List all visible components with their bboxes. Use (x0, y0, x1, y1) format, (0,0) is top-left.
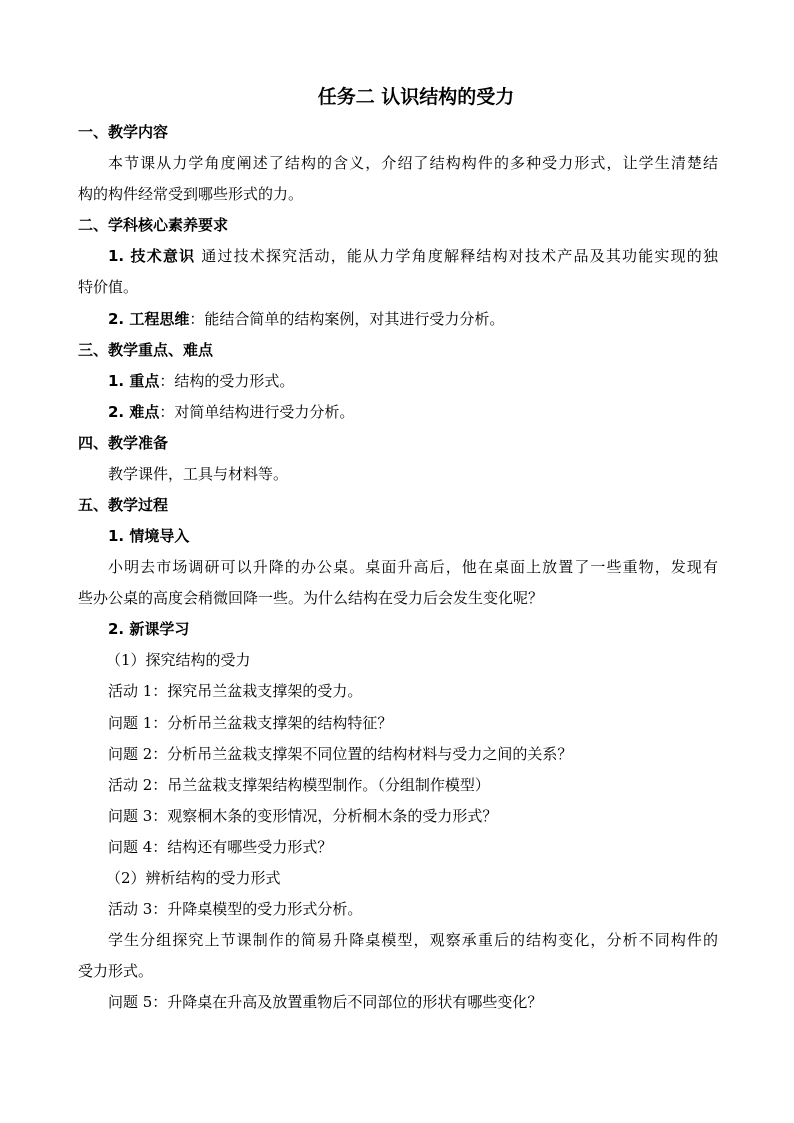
paragraph-line: 学生分组探究上节课制作的简易升降桌模型，观察承重后的结构变化，分析不同构件的 (108, 931, 718, 949)
paragraph-line: 小明去市场调研可以升降的办公桌。桌面升高后，他在桌面上放置了一些重物，发现有 (108, 558, 718, 576)
activity-line: 活动 2：吊兰盆栽支撑架结构模型制作。（分组制作模型） (108, 776, 490, 794)
question-line: 问题 5：升降桌在升高及放置重物后不同部位的形状有哪些变化？ (108, 993, 543, 1011)
section-heading-content: 一、教学内容 (78, 123, 169, 141)
activity-line: 活动 3：升降桌模型的受力形式分析。 (108, 900, 363, 918)
list-item (108, 366, 748, 397)
question-line: 问题 1：分析吊兰盆栽支撑架的结构特征？ (108, 714, 393, 732)
list-item-text: 通过技术探究活动，能从力学角度解释结构对技术产品及其功能实现的独 (201, 247, 718, 265)
section-heading-keypoints: 三、教学重点、难点 (78, 341, 214, 359)
section-heading-process: 五、教学过程 (78, 496, 169, 514)
list-item-text: ：对简单结构进行受力分析。 (159, 403, 355, 421)
part-heading: （2）辨析结构的受力形式 (106, 869, 281, 887)
section-heading-preparation: 四、教学准备 (78, 434, 169, 452)
paragraph-line: 构的构件经常受到哪些形式的力。 (78, 185, 304, 203)
list-item-label: 2. 工程思维 (108, 310, 190, 328)
paragraph-line: 受力形式。 (78, 962, 154, 980)
page-title: 任务二 认识结构的受力 (317, 86, 515, 108)
part-heading: （1）探究结构的受力 (106, 651, 251, 669)
list-item (108, 397, 748, 428)
subheading: 1. 情境导入 (108, 527, 190, 545)
list-item-label: 1. 技术意识 (108, 247, 196, 265)
list-item (108, 304, 748, 335)
paragraph-line: 特价值。 (78, 278, 139, 296)
list-item-text: ：结构的受力形式。 (159, 372, 295, 390)
question-line: 问题 3：观察桐木条的变形情况，分析桐木条的受力形式？ (108, 807, 498, 825)
paragraph-line: 些办公桌的高度会稍微回降一些。为什么结构在受力后会发生变化呢？ (78, 589, 544, 607)
section-heading-competency: 二、学科核心素养要求 (78, 216, 229, 234)
paragraph-line: 本节课从力学角度阐述了结构的含义，介绍了结构构件的多种受力形式，让学生清楚结 (108, 154, 718, 172)
list-item-label: 2. 难点 (108, 403, 160, 421)
list-item-text: ：能结合简单的结构案例，对其进行受力分析。 (189, 310, 505, 328)
subheading: 2. 新课学习 (108, 620, 190, 638)
question-line: 问题 4：结构还有哪些受力形式？ (108, 838, 333, 856)
list-item (108, 241, 718, 272)
activity-line: 活动 1：探究吊兰盆栽支撑架的受力。 (108, 682, 363, 700)
paragraph-line: 教学课件，工具与材料等。 (108, 465, 289, 483)
question-line: 问题 2：分析吊兰盆栽支撑架不同位置的结构材料与受力之间的关系？ (108, 745, 573, 763)
list-item-label: 1. 重点 (108, 372, 160, 390)
